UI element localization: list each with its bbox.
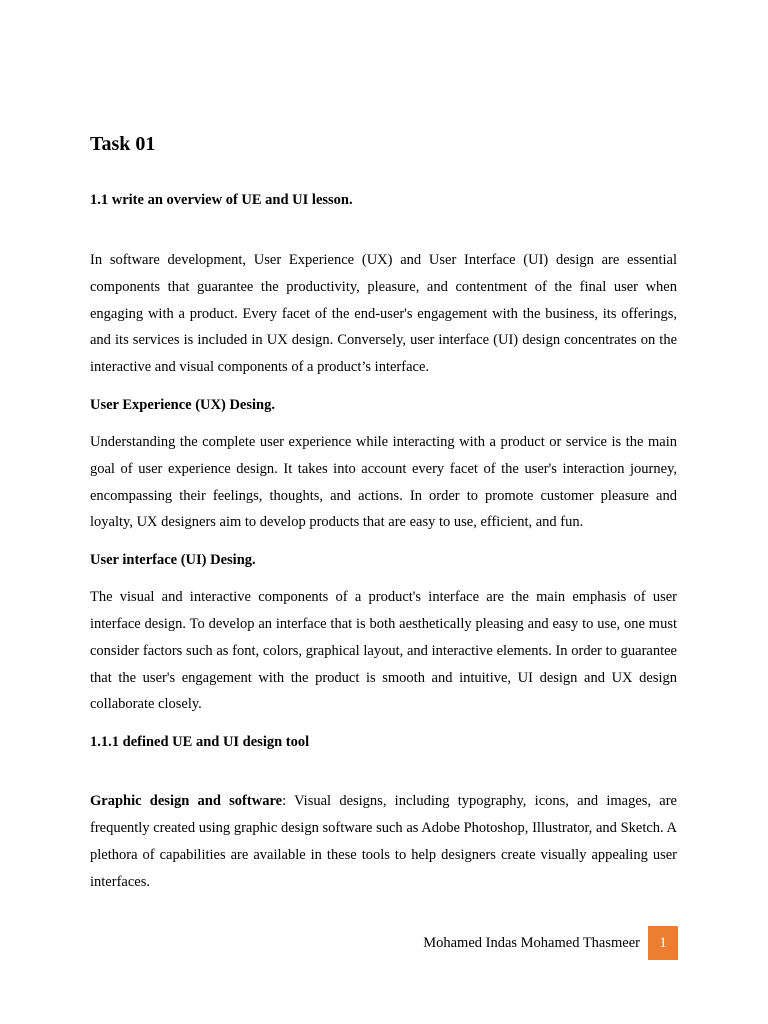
ux-section-heading: User Experience (UX) Desing.	[90, 396, 275, 413]
graphic-design-text: : Visual designs, including typography, icons, and images, are frequently created using graphic design software such as Adobe Photoshop, Illustrator, and Sketch. A plethora of capabilities are available in these tools to help designers create visually appealing user interfaces.	[90, 793, 677, 890]
page-footer	[423, 926, 678, 960]
page-title: Task 01	[90, 133, 156, 155]
ui-paragraph: The visual and interactive components of a product's interface are the main emphasis of user interface design. To develop an interface that is both aesthetically pleasing and easy to use, one must consider factors such as font, colors, graphical layout, and interactive elements. In order to guarantee that the user's engagement with the product is smooth and intuitive, UI design and UX design collaborate closely.	[90, 589, 677, 713]
ux-paragraph: Understanding the complete user experience while interacting with a product or service is the main goal of user experience design. It takes into account every facet of the user's interaction journey, encompassing their feelings, thoughts, and actions. In order to promote customer pleasure and loyalty, UX designers aim to develop products that are easy to use, efficient, and fun.	[90, 433, 677, 531]
footer-author: Mohamed Indas Mohamed Thasmeer	[423, 935, 640, 951]
ui-section-heading: User interface (UI) Desing.	[90, 552, 256, 569]
graphic-design-lead: Graphic design and software	[90, 793, 283, 810]
overview-paragraph: In software development, User Experience (UX) and User Interface (UI) design are essential components that guarantee the productivity, pleasure, and contentment of the final user when engaging with a product. Every facet of the end-user's engagement with the business, its offerings, and its services is included in UX design. Conversely, user interface (UI) design concentrates on the interactive and visual components of a product’s interface.	[90, 252, 677, 376]
section-heading-1-1-1: 1.1.1 defined UE and UI design tool	[90, 734, 310, 751]
section-heading-1-1: 1.1 write an overview of UE and UI lesson.	[90, 192, 353, 208]
graphic-design-paragraph	[90, 788, 677, 895]
page-content	[90, 130, 677, 895]
page-number-badge: 1	[648, 926, 678, 960]
